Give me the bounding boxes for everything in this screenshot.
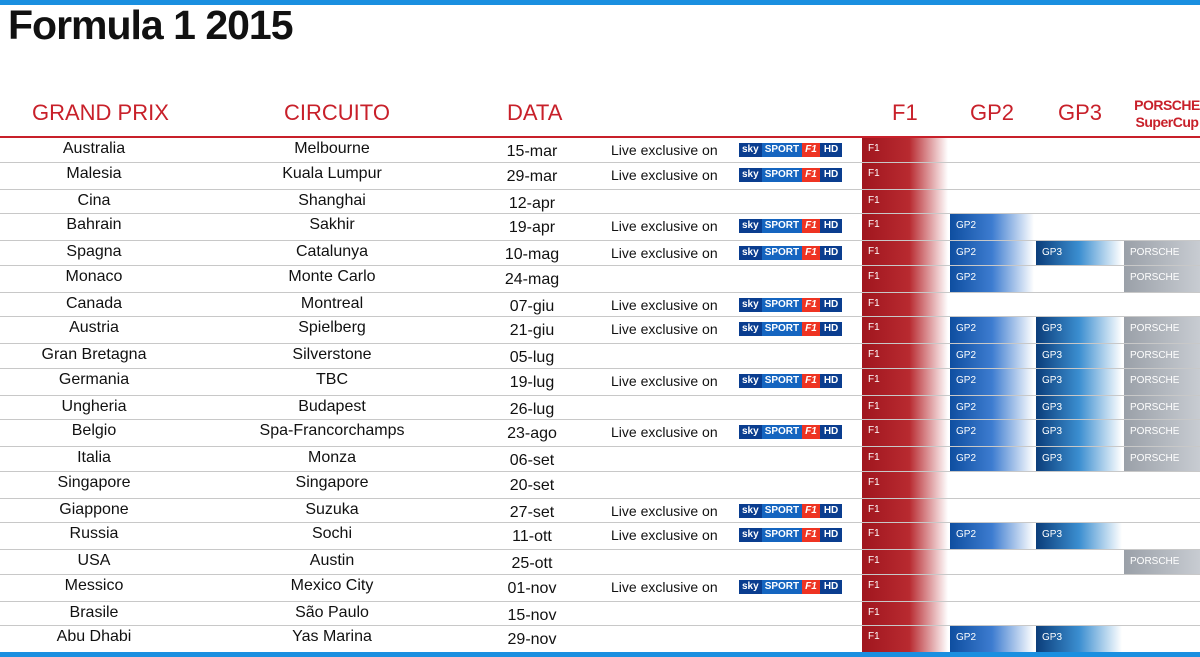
gp3-series-marker — [1036, 241, 1122, 265]
f1-logo-part: F1 — [802, 322, 820, 336]
sky-sport-f1-hd-logo — [739, 143, 849, 157]
f1-series-marker — [862, 293, 948, 317]
live-exclusive-text: Live exclusive on — [611, 424, 718, 440]
gp2-series-marker — [950, 317, 1034, 343]
gp3-tag: GP3 — [1042, 323, 1063, 334]
f1-tag: F1 — [868, 400, 880, 412]
f1-series-marker — [862, 602, 948, 626]
porsche-series-marker — [1124, 369, 1200, 395]
race-date: 27-set — [509, 503, 555, 521]
porsche-tag: PORSCHE — [1130, 350, 1180, 361]
sky-logo-part: sky — [739, 143, 762, 157]
hd-logo-part: HD — [820, 219, 842, 233]
sport-logo-part: SPORT — [762, 425, 802, 439]
race-date: 29-mar — [506, 167, 558, 185]
gp2-tag: GP2 — [956, 426, 977, 437]
f1-series-marker — [862, 369, 948, 395]
gp3-series-marker — [1036, 317, 1122, 343]
circuit-name: Austin — [309, 552, 355, 569]
grand-prix-name: Singapore — [57, 473, 131, 491]
sky-sport-f1-hd-logo — [739, 580, 849, 594]
f1-series-marker — [862, 163, 948, 189]
gp2-series-marker — [950, 447, 1034, 471]
gp2-series-marker — [950, 396, 1034, 420]
f1-logo-part: F1 — [802, 504, 820, 518]
sky-logo-part: sky — [739, 580, 762, 594]
f1-series-marker — [862, 550, 948, 574]
header-gp3: GP3 — [1058, 100, 1103, 125]
f1-tag: F1 — [868, 373, 880, 385]
circuit-name: Kuala Lumpur — [282, 164, 382, 182]
header-data: DATA — [507, 100, 563, 125]
table-row — [0, 317, 1200, 344]
f1-logo-part: F1 — [802, 246, 820, 260]
race-date: 24-mag — [504, 270, 560, 288]
circuit-name: Montreal — [300, 294, 364, 312]
gp2-tag: GP2 — [956, 247, 977, 258]
porsche-tag: PORSCHE — [1130, 401, 1180, 413]
gp2-tag: GP2 — [956, 529, 977, 540]
table-row — [0, 626, 1200, 653]
gp2-tag: GP2 — [956, 271, 977, 283]
f1-series-marker — [862, 266, 948, 292]
table-row — [0, 499, 1200, 524]
gp3-tag: GP3 — [1042, 247, 1063, 258]
f1-tag: F1 — [868, 579, 880, 591]
gp2-tag: GP2 — [956, 374, 977, 386]
gp3-series-marker — [1036, 369, 1122, 395]
f1-tag: F1 — [868, 425, 880, 436]
sport-logo-part: SPORT — [762, 504, 802, 518]
live-exclusive-text: Live exclusive on — [611, 527, 718, 543]
sky-sport-f1-hd-logo — [739, 298, 849, 312]
grand-prix-name: Canada — [65, 294, 123, 312]
f1-tag: F1 — [868, 270, 880, 282]
sky-logo-part: sky — [739, 504, 762, 518]
grand-prix-name: Germania — [58, 370, 130, 388]
hd-logo-part: HD — [820, 425, 842, 439]
f1-logo-part: F1 — [802, 168, 820, 182]
f1-series-marker — [862, 396, 948, 420]
hd-logo-part: HD — [820, 168, 842, 182]
f1-logo-part: F1 — [802, 528, 820, 542]
table-row — [0, 190, 1200, 215]
circuit-name: Melbourne — [294, 140, 370, 157]
table-row — [0, 163, 1200, 190]
table-row — [0, 241, 1200, 266]
gp2-tag: GP2 — [956, 350, 977, 361]
f1-tag: F1 — [868, 555, 880, 566]
sky-sport-f1-hd-logo — [739, 425, 849, 439]
grand-prix-name: Ungheria — [61, 397, 127, 415]
porsche-series-marker — [1124, 344, 1200, 368]
f1-series-marker — [862, 241, 948, 265]
sport-logo-part: SPORT — [762, 219, 802, 233]
hd-logo-part: HD — [820, 246, 842, 260]
sport-logo-part: SPORT — [762, 298, 802, 312]
live-exclusive-text: Live exclusive on — [611, 578, 718, 595]
f1-tag: F1 — [868, 167, 880, 179]
gp2-tag: GP2 — [956, 632, 977, 643]
f1-series-marker — [862, 575, 948, 601]
grand-prix-name: Monaco — [65, 267, 123, 285]
gp3-series-marker — [1036, 626, 1122, 652]
live-exclusive-text: Live exclusive on — [611, 218, 718, 234]
race-date: 25-ott — [511, 555, 553, 572]
porsche-tag: PORSCHE — [1130, 426, 1180, 437]
porsche-series-marker — [1124, 550, 1200, 574]
circuit-name: Spa-Francorchamps — [259, 422, 405, 439]
grand-prix-name: Brasile — [69, 603, 119, 621]
header-porsche-line1: PORSCHE — [1134, 97, 1200, 113]
race-date: 12-apr — [508, 194, 556, 212]
schedule-table — [0, 138, 1200, 653]
hd-logo-part: HD — [820, 298, 842, 312]
table-row — [0, 602, 1200, 627]
race-date: 10-mag — [504, 246, 560, 263]
gp3-series-marker — [1036, 447, 1122, 471]
race-date: 01-nov — [507, 579, 557, 597]
circuit-name: Catalunya — [295, 243, 369, 260]
grand-prix-name: Australia — [62, 140, 126, 157]
live-exclusive-text: Live exclusive on — [611, 245, 718, 261]
hd-logo-part: HD — [820, 374, 842, 388]
gp3-tag: GP3 — [1042, 453, 1063, 464]
race-date: 11-ott — [512, 528, 552, 545]
f1-tag: F1 — [868, 219, 880, 230]
live-exclusive-text: Live exclusive on — [611, 142, 718, 158]
f1-series-marker — [862, 317, 948, 343]
hd-logo-part: HD — [820, 322, 842, 336]
grand-prix-name: Spagna — [66, 243, 122, 260]
sky-sport-f1-hd-logo — [739, 246, 849, 260]
hd-logo-part: HD — [820, 143, 842, 157]
table-row — [0, 293, 1200, 318]
f1-logo-part: F1 — [802, 298, 820, 312]
porsche-tag: PORSCHE — [1130, 271, 1180, 283]
circuit-name: Sakhir — [309, 216, 355, 233]
sky-sport-f1-hd-logo — [739, 168, 849, 182]
sky-sport-f1-hd-logo — [739, 504, 849, 518]
gp3-series-marker — [1036, 344, 1122, 368]
porsche-tag: PORSCHE — [1130, 453, 1180, 464]
table-row — [0, 420, 1200, 447]
header-porsche-supercup — [1124, 97, 1200, 131]
header-f1: F1 — [892, 100, 918, 125]
sky-logo-part: sky — [739, 425, 762, 439]
gp2-series-marker — [950, 344, 1034, 368]
f1-tag: F1 — [868, 606, 880, 618]
sport-logo-part: SPORT — [762, 374, 802, 388]
table-row — [0, 266, 1200, 293]
sport-logo-part: SPORT — [762, 322, 802, 336]
race-date: 06-set — [509, 452, 555, 469]
f1-logo-part: F1 — [802, 580, 820, 594]
f1-series-marker — [862, 190, 948, 214]
f1-tag: F1 — [868, 194, 880, 206]
gp2-series-marker — [950, 214, 1034, 240]
f1-series-marker — [862, 420, 948, 446]
gp2-series-marker — [950, 523, 1034, 549]
f1-tag: F1 — [868, 143, 880, 154]
sky-sport-f1-hd-logo — [739, 528, 849, 542]
f1-logo-part: F1 — [802, 374, 820, 388]
gp3-tag: GP3 — [1042, 401, 1063, 413]
circuit-name: Mexico City — [290, 576, 374, 594]
porsche-tag: PORSCHE — [1130, 247, 1180, 258]
gp3-tag: GP3 — [1042, 374, 1063, 386]
race-date: 29-nov — [507, 631, 557, 648]
sky-logo-part: sky — [739, 219, 762, 233]
porsche-tag: PORSCHE — [1130, 374, 1180, 386]
circuit-name: Silverstone — [292, 346, 372, 363]
table-row — [0, 344, 1200, 369]
gp3-tag: GP3 — [1042, 426, 1063, 437]
live-exclusive-text: Live exclusive on — [611, 372, 718, 389]
table-row — [0, 447, 1200, 472]
f1-series-marker — [862, 214, 948, 240]
race-date: 20-set — [509, 476, 555, 494]
live-exclusive-text: Live exclusive on — [611, 166, 718, 183]
f1-tag: F1 — [868, 349, 880, 360]
sky-logo-part: sky — [739, 298, 762, 312]
grand-prix-name: Gran Bretagna — [41, 346, 147, 363]
f1-logo-part: F1 — [802, 219, 820, 233]
porsche-series-marker — [1124, 447, 1200, 471]
grand-prix-name: Belgio — [71, 422, 117, 439]
race-date: 15-mar — [506, 143, 558, 160]
grand-prix-name: Giappone — [59, 500, 129, 518]
sky-logo-part: sky — [739, 374, 762, 388]
header-circuito: CIRCUITO — [284, 100, 390, 125]
f1-series-marker — [862, 499, 948, 523]
grand-prix-name: Cina — [77, 191, 111, 209]
circuit-name: Sochi — [311, 525, 353, 542]
race-date: 21-giu — [509, 322, 555, 339]
gp2-series-marker — [950, 626, 1034, 652]
gp3-tag: GP3 — [1042, 529, 1063, 540]
sky-sport-f1-hd-logo — [739, 219, 849, 233]
table-row — [0, 523, 1200, 550]
bottom-accent-bar — [0, 652, 1200, 657]
table-row — [0, 396, 1200, 421]
table-row — [0, 472, 1200, 499]
race-date: 26-lug — [509, 400, 555, 418]
grand-prix-name: USA — [77, 552, 111, 569]
hd-logo-part: HD — [820, 580, 842, 594]
f1-tag: F1 — [868, 503, 880, 515]
sport-logo-part: SPORT — [762, 580, 802, 594]
gp2-tag: GP2 — [956, 401, 977, 413]
circuit-name: Spielberg — [298, 319, 366, 336]
circuit-name: TBC — [316, 370, 348, 388]
sky-logo-part: sky — [739, 246, 762, 260]
gp2-series-marker — [950, 241, 1034, 265]
gp2-tag: GP2 — [956, 453, 977, 464]
circuit-name: Monza — [307, 449, 357, 466]
circuit-name: Shanghai — [298, 191, 366, 209]
sport-logo-part: SPORT — [762, 528, 802, 542]
porsche-series-marker — [1124, 317, 1200, 343]
grand-prix-name: Abu Dhabi — [56, 628, 132, 645]
gp2-tag: GP2 — [956, 220, 977, 231]
sky-logo-part: sky — [739, 168, 762, 182]
porsche-series-marker — [1124, 420, 1200, 446]
sky-logo-part: sky — [739, 528, 762, 542]
hd-logo-part: HD — [820, 528, 842, 542]
f1-series-marker — [862, 472, 948, 498]
gp3-series-marker — [1036, 396, 1122, 420]
circuit-name: Yas Marina — [292, 628, 372, 645]
table-row — [0, 575, 1200, 602]
f1-series-marker — [862, 523, 948, 549]
header-grand-prix: GRAND PRIX — [32, 100, 169, 125]
table-row — [0, 369, 1200, 396]
race-date: 15-nov — [507, 606, 557, 624]
circuit-name: Singapore — [295, 473, 369, 491]
gp3-series-marker — [1036, 523, 1122, 549]
grand-prix-name: Bahrain — [66, 216, 122, 233]
race-date: 19-lug — [509, 373, 555, 391]
f1-tag: F1 — [868, 528, 880, 539]
race-date: 05-lug — [509, 349, 555, 366]
f1-logo-part: F1 — [802, 143, 820, 157]
gp2-tag: GP2 — [956, 323, 977, 334]
grand-prix-name: Austria — [69, 319, 119, 336]
f1-tag: F1 — [868, 452, 880, 463]
f1-series-marker — [862, 626, 948, 652]
f1-series-marker — [862, 344, 948, 368]
gp3-tag: GP3 — [1042, 632, 1063, 643]
grand-prix-name: Italia — [77, 449, 111, 466]
f1-series-marker — [862, 138, 948, 162]
header-gp2: GP2 — [970, 100, 1015, 125]
live-exclusive-text: Live exclusive on — [611, 502, 718, 519]
sport-logo-part: SPORT — [762, 143, 802, 157]
gp2-series-marker — [950, 420, 1034, 446]
sky-sport-f1-hd-logo — [739, 322, 849, 336]
circuit-name: Monte Carlo — [288, 267, 376, 285]
f1-tag: F1 — [868, 476, 880, 488]
porsche-tag: PORSCHE — [1130, 323, 1180, 334]
live-exclusive-text: Live exclusive on — [611, 296, 718, 313]
f1-tag: F1 — [868, 631, 880, 642]
sport-logo-part: SPORT — [762, 168, 802, 182]
f1-series-marker — [862, 447, 948, 471]
table-row — [0, 214, 1200, 241]
porsche-series-marker — [1124, 266, 1200, 292]
f1-tag: F1 — [868, 246, 880, 257]
table-row — [0, 138, 1200, 163]
gp2-series-marker — [950, 266, 1034, 292]
live-exclusive-text: Live exclusive on — [611, 321, 718, 337]
hd-logo-part: HD — [820, 504, 842, 518]
grand-prix-name: Russia — [69, 525, 119, 542]
gp3-tag: GP3 — [1042, 350, 1063, 361]
grand-prix-name: Messico — [64, 576, 124, 594]
porsche-series-marker — [1124, 396, 1200, 420]
race-date: 19-apr — [508, 219, 556, 236]
sky-sport-f1-hd-logo — [739, 374, 849, 388]
race-date: 07-giu — [509, 297, 555, 315]
circuit-name: Budapest — [298, 397, 366, 415]
f1-tag: F1 — [868, 322, 880, 333]
porsche-tag: PORSCHE — [1130, 556, 1180, 567]
f1-logo-part: F1 — [802, 425, 820, 439]
sky-logo-part: sky — [739, 322, 762, 336]
table-row — [0, 550, 1200, 575]
gp2-series-marker — [950, 369, 1034, 395]
porsche-series-marker — [1124, 241, 1200, 265]
f1-tag: F1 — [868, 297, 880, 309]
circuit-name: São Paulo — [295, 603, 369, 621]
sport-logo-part: SPORT — [762, 246, 802, 260]
gp3-series-marker — [1036, 420, 1122, 446]
grand-prix-name: Malesia — [66, 164, 122, 182]
race-date: 23-ago — [507, 425, 557, 442]
page-title: Formula 1 2015 — [8, 2, 293, 48]
header-porsche-line2: SuperCup — [1135, 114, 1199, 130]
circuit-name: Suzuka — [305, 500, 359, 518]
